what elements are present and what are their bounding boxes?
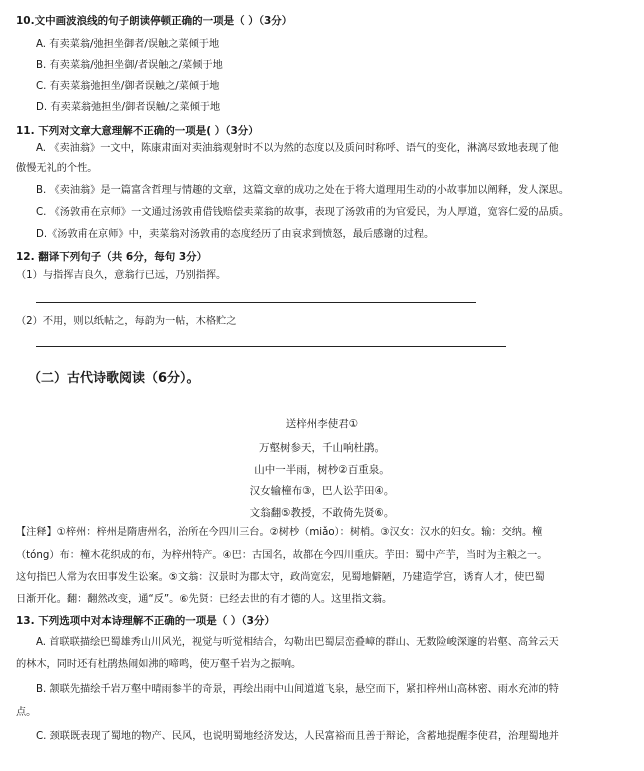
notes-line-4: 日渐开化。翻：翻然改变，通“反”。⑥先贤：已经去世的有才德的人。这里指文翁。 (16, 594, 393, 605)
q13-option-b-cont: 点。 (16, 707, 37, 718)
poem-line-1: 万壑树参天，千山响杜鹃。 (259, 442, 385, 454)
q12-sentence-2: （2）不用，则以纸帖之，每韵为一帖，木格贮之 (16, 316, 237, 327)
notes-line-2: （tóng）布：橦木花织成的布，为梓州特产。④巴：古国名，故都在今四川重庆。芋田：蜀中产芋，当时为主粮之一。 (16, 550, 548, 561)
q13-stem: 13. 下列选项中对本诗理解不正确的一项是（ ）（3分） (16, 615, 275, 627)
notes-line-3: 这句指巴人常为农田事发生讼案。⑤文翁：汉景时为郡太守，政尚宽宏，见蜀地僻陋，乃建造学宫，诱育人才，使巴蜀 (16, 572, 545, 583)
q11-option-b: B. 《卖油翁》是一篇富含哲理与情趣的文章，这篇文章的成功之处在于将大道理用生动的小故事加以阐释，发人深思。 (36, 185, 570, 196)
q11-option-d: D.《汤敦甫在京师》中，卖菜翁对汤敦甫的态度经历了由哀求到愤怒，最后感谢的过程。 (36, 229, 435, 240)
poem-title: 送梓州李使君① (285, 418, 359, 430)
q13-option-a: A. 首联联描绘巴蜀雄秀山川风光，视觉与听觉相结合，勾勒出巴蜀层峦叠嶂的群山、无数险峻深邃的岩壑、高耸云天 (36, 637, 559, 648)
q10-stem: 10.文中画波浪线的句子朗读停顿正确的一项是（ ）（3分） (16, 15, 293, 27)
q11-option-a: A. 《卖油翁》一文中，陈康肃面对卖油翁观射时不以为然的态度以及质问时称呼、语气的变化，淋漓尽致地表现了他 (36, 143, 559, 154)
q12-sentence-1: （1）与指挥吉良久，意翁行已远，乃别指挥。 (16, 270, 227, 281)
q13-option-c: C. 颈联既表现了蜀地的物产、民风，也说明蜀地经济发达，人民富裕而且善于辩论，含蓄地提醒李使君，治理蜀地并 (36, 731, 559, 742)
answer-line-2 (36, 346, 506, 347)
q11-stem: 11. 下列对文章大意理解不正确的一项是( ）（3分） (16, 125, 259, 137)
poem-line-4: 文翁翻⑤教授，不敢倚先贤⑥。 (249, 507, 395, 519)
section-heading: （二）古代诗歌阅读（6分）。 (28, 371, 200, 386)
q12-stem: 12. 翻译下列句子（共 6分，每句 3分） (16, 251, 208, 263)
q10-option-a: A. 有卖菜翁/弛担坐御者/误触之菜倾于地 (36, 39, 220, 50)
q10-option-b: B. 有卖菜翁/弛担坐御/者误触之/菜倾于地 (36, 60, 223, 71)
q11-option-a-cont: 傲慢无礼的个性。 (16, 163, 98, 174)
poem-line-2: 山中一半雨，树杪②百重泉。 (254, 464, 390, 476)
q13-option-b: B. 颔联先描绘千岩万壑中晴雨参半的奇景，再绘出雨中山间道道飞泉，悬空而下，紧扣梓州山高林密、雨水充沛的特 (36, 684, 559, 695)
answer-line-1 (36, 302, 476, 303)
q11-option-c: C. 《汤敦甫在京师》一文通过汤敦甫借钱赔偿卖菜翁的故事，表现了汤敦甫的为官爱民，为人厚道，宽容仁爱的品质。 (36, 207, 570, 218)
poem-line-3: 汉女输橦布③，巴人讼芋田④。 (249, 485, 395, 497)
q10-option-d: D. 有卖菜翁弛担坐/御者误触/之菜倾于地 (36, 102, 221, 113)
q10-option-c: C. 有卖菜翁弛担坐/御者误触之/菜倾于地 (36, 81, 220, 92)
q13-option-a-cont: 的林木，同时还有杜鹃热闹如沸的啼鸣，使万壑千岩为之振响。 (16, 659, 302, 670)
notes-line-1: 【注释】①梓州：梓州是隋唐州名，治所在今四川三台。②树杪（miǎo）：树梢。③汉女：汉水的妇女。输：交纳。橦 (16, 527, 543, 538)
